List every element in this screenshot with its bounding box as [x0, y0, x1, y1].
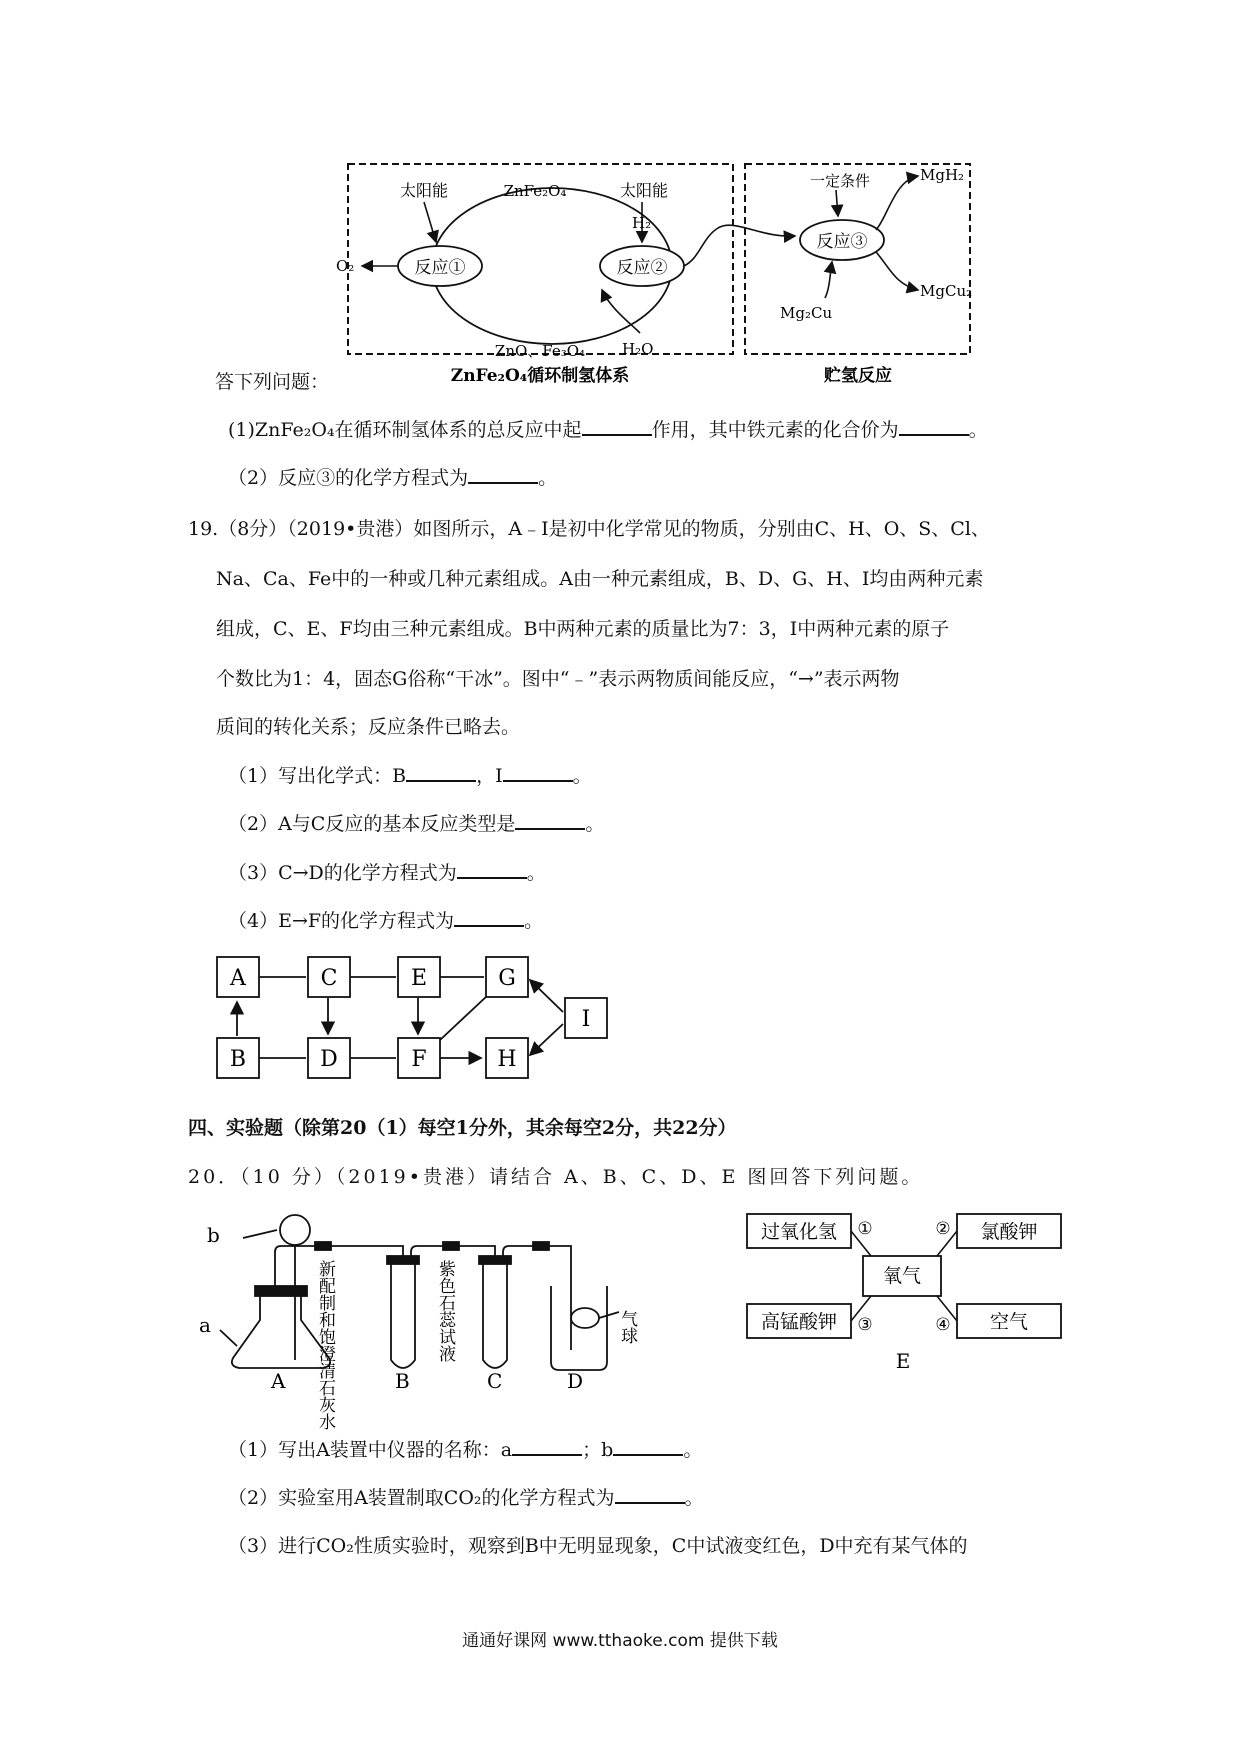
q19-sub3-text-a: （3）C→D的化学方程式为	[228, 862, 457, 884]
q18-part1-text-c: 。	[968, 419, 988, 441]
q19-sub4-text-a: （4）E→F的化学方程式为	[228, 910, 455, 932]
box-H-label: H	[497, 1047, 517, 1072]
q19-sub1-text-c: 。	[572, 765, 592, 787]
o2-label: O₂	[336, 257, 355, 275]
box-D-label: D	[320, 1047, 338, 1072]
q18-part1-text-b: 作用，其中铁元素的化合价为	[651, 419, 899, 441]
products-label: ZnO、Fe₃O₄	[494, 342, 586, 360]
limewater-label: 新配制和饱澄清石灰水	[315, 1260, 335, 1430]
q18-blank-3[interactable]	[468, 464, 538, 484]
solar-left-label: 太阳能	[400, 181, 449, 200]
reaction3-label: 反应③	[816, 232, 868, 252]
q19-sub1	[228, 762, 592, 790]
q19-line3: 组成，C、E、F均由三种元素组成。B中两种元素的质量比为7：3，I中两种元素的原子	[216, 618, 950, 640]
oxygen-sources-diagram	[745, 1208, 1075, 1378]
q19-line5: 质间的转化关系；反应条件已略去。	[216, 716, 521, 738]
solar-right-label: 太阳能	[620, 181, 669, 200]
q19-sub3-text-b: 。	[526, 862, 546, 884]
q19-sub4-text-b: 。	[524, 910, 544, 932]
label-D: D	[567, 1369, 584, 1393]
reaction2-label: 反应②	[616, 258, 668, 278]
q20-sub3: （3）进行CO₂性质实验时，观察到B中无明显现象，C中试液变红色，D中充有某气体的	[228, 1535, 968, 1557]
footer-credit: 通通好课网 www.tthaoke.com 提供下载	[462, 1631, 778, 1651]
q20-sub2-text-b: 。	[684, 1487, 704, 1509]
q18-part1-text-a: (1)ZnFe₂O₄在循环制氢体系的总反应中起	[228, 419, 582, 441]
q20-sub1	[228, 1436, 702, 1464]
mgh2-label: MgH₂	[920, 166, 965, 184]
q19-sub4	[228, 907, 543, 935]
mg2cu-label: Mg₂Cu	[780, 304, 833, 322]
num-1: ①	[857, 1219, 873, 1239]
box-G-label: G	[498, 966, 516, 991]
q18-part2-text-b: 。	[538, 467, 558, 489]
q19-blank-type[interactable]	[515, 810, 585, 830]
q20-blank-eq[interactable]	[615, 1484, 685, 1504]
q19-sub2-text-b: 。	[585, 813, 605, 835]
q19-line1: 19.（8分）（2019•贵港）如图所示，A﹣I是初中化学常见的物质，分别由C、H、O、S、Cl、	[188, 518, 990, 540]
hydrogen-cycle-diagram	[336, 158, 980, 388]
substance-relation-diagram	[215, 952, 615, 1082]
q20-blank-a[interactable]	[512, 1436, 582, 1456]
q20-sub2	[228, 1484, 704, 1512]
box-I-label: I	[581, 1007, 591, 1032]
h2o-label: H₂O	[622, 340, 654, 358]
q20-sub1-text-c: 。	[683, 1439, 703, 1461]
kclo3-label: 氯酸钾	[980, 1221, 1038, 1243]
catalyst-label: ZnFe₂O₄	[503, 182, 567, 200]
q19-blank-eq1[interactable]	[457, 859, 527, 879]
box-E-label: E	[410, 966, 428, 991]
reaction1-label: 反应①	[414, 258, 466, 278]
label-E: E	[895, 1349, 911, 1373]
num-2: ②	[935, 1219, 951, 1239]
q20-sub1-text-b: ；b	[582, 1439, 614, 1461]
storage-caption: 贮氢反应	[824, 366, 892, 386]
q20-line1: 20．（10 分）（2019•贵港）请结合 A、B、C、D、E 图回答下列问题。	[188, 1166, 924, 1188]
label-B: B	[395, 1369, 410, 1393]
q19-sub2	[228, 810, 604, 838]
label-b: b	[207, 1223, 220, 1247]
num-3: ③	[857, 1315, 873, 1335]
q18-blank-1[interactable]	[582, 416, 652, 436]
q19-blank-i[interactable]	[503, 762, 573, 782]
cycle-caption: ZnFe₂O₄循环制氢体系	[450, 366, 630, 386]
q19-sub2-text-a: （2）A与C反应的基本反应类型是	[228, 813, 516, 835]
h2o2-label: 过氧化氢	[760, 1221, 838, 1243]
q18-part2	[228, 464, 557, 492]
q18-part2-text-a: （2）反应③的化学方程式为	[228, 467, 469, 489]
kmno4-label: 高锰酸钾	[760, 1311, 838, 1333]
box-F-label: F	[411, 1047, 427, 1072]
section-4-heading: 四、实验题（除第20（1）每空1分外，其余每空2分，共22分）	[188, 1117, 737, 1139]
q19-line2: Na、Ca、Fe中的一种或几种元素组成。A由一种元素组成，B、D、G、H、I均由两种元素	[216, 568, 984, 590]
q19-line4: 个数比为1：4，固态G俗称“干冰”。图中“﹣”表示两物质间能反应，“→”表示两物	[216, 668, 900, 690]
q18-lead: 答下列问题：	[215, 371, 330, 393]
q20-sub1-text-a: （1）写出A装置中仪器的名称：a	[228, 1439, 513, 1461]
q20-blank-b[interactable]	[613, 1436, 683, 1456]
q18-part1	[228, 416, 988, 444]
num-4: ④	[935, 1315, 951, 1335]
q19-blank-b[interactable]	[406, 762, 476, 782]
oxygen-label: 氧气	[882, 1265, 922, 1287]
q18-blank-2[interactable]	[899, 416, 969, 436]
apparatus-diagram	[199, 1200, 735, 1430]
box-C-label: C	[320, 966, 338, 991]
box-A-label: A	[230, 966, 246, 991]
litmus-label: 紫色石蕊试液	[435, 1260, 455, 1362]
q20-sub2-text-a: （2）实验室用A装置制取CO₂的化学方程式为	[228, 1487, 615, 1509]
balloon-label: 气球	[617, 1310, 637, 1344]
q19-sub3	[228, 859, 546, 887]
air-label: 空气	[989, 1311, 1029, 1333]
label-C: C	[487, 1369, 503, 1393]
q19-sub1-text-a: （1）写出化学式：B	[228, 765, 407, 787]
q19-sub1-text-b: ，I	[476, 765, 503, 787]
mgcu2-label: MgCu₂	[920, 282, 973, 300]
q19-blank-eq2[interactable]	[454, 907, 524, 927]
label-A: A	[271, 1369, 286, 1393]
condition-label: 一定条件	[810, 172, 871, 190]
box-B-label: B	[229, 1047, 247, 1072]
h2-label: H₂	[632, 214, 652, 232]
label-a: a	[199, 1313, 211, 1337]
